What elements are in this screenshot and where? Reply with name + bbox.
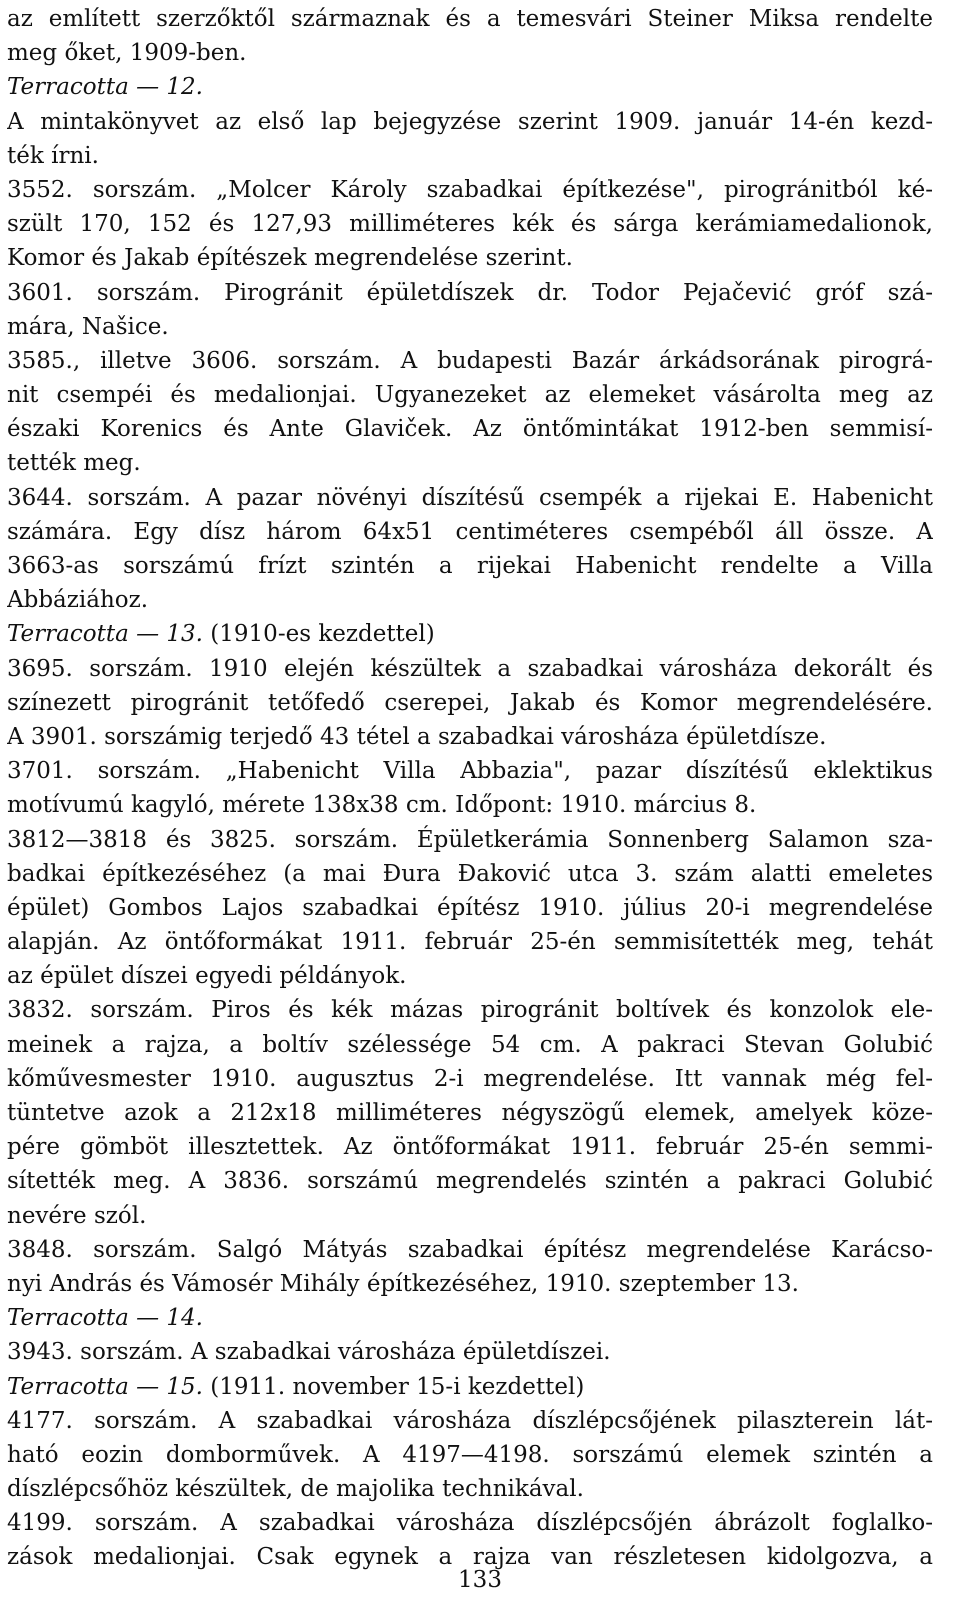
text-line: számára. Egy dísz három 64x51 centiméteres csempéből áll össze. A <box>7 518 933 545</box>
page-number: 133 <box>458 1567 502 1593</box>
text-line <box>7 1370 933 1404</box>
text-line: zások medalionjai. Csak egynek a rajza van részletesen kidolgozva, a <box>7 1544 933 1571</box>
text-line: szült 170, 152 és 127,93 milliméteres kék és sárga kerámiamedalionok, <box>7 211 933 238</box>
text-line: meg őket, 1909-ben. <box>7 40 247 67</box>
document-body <box>7 2 933 1575</box>
text-line: sítették meg. A 3836. sorszámú megrendelés szintén a pakraci Golubić <box>7 1168 933 1195</box>
text-line: északi Korenics és Ante Glaviček. Az öntőmintákat 1912-ben semmisí- <box>7 416 933 443</box>
section-heading: Terracotta — 13. <box>7 621 203 648</box>
text-line: az épület díszei egyedi példányok. <box>7 963 407 990</box>
text-line: 3695. sorszám. 1910 elején készültek a szabadkai városháza dekorált és <box>7 655 933 682</box>
text-line: 4199. sorszám. A szabadkai városháza díszlépcsőjén ábrázolt foglalko- <box>7 1510 933 1537</box>
text-line: Abbáziához. <box>7 587 149 614</box>
text-line: 3601. sorszám. Pirogránit épületdíszek dr. Todor Pejačević gróf szá- <box>7 279 933 306</box>
text-line: 3585., illetve 3606. sorszám. A budapesti Bazár árkádsorának pirográ- <box>7 347 933 374</box>
text-line: pére gömböt illesztettek. Az öntőformákat 1911. február 25-én semmi- <box>7 1134 933 1161</box>
text-line: 3644. sorszám. A pazar növényi díszítésű csempék a rijekai E. Habenicht <box>7 484 933 511</box>
text-line: Komor és Jakab építészek megrendelése szerint. <box>7 245 573 272</box>
text-line: díszlépcsőhöz készültek, de majolika technikával. <box>7 1476 584 1503</box>
section-heading: Terracotta — 15. <box>7 1373 203 1400</box>
text-line: badkai építkezéséhez (a mai Đura Đaković utca 3. szám alatti emeletes <box>7 860 933 887</box>
text-line: tüntetve azok a 212x18 milliméteres négyszögű elemek, amelyek köze- <box>7 1100 933 1126</box>
text-line: A mintakönyvet az első lap bejegyzése szerint 1909. január 14-én kezd- <box>7 108 933 135</box>
text-line: ható eozin domborművek. A 4197—4198. sorszámú elemek szintén a <box>7 1441 933 1468</box>
text-line: kőművesmester 1910. augusztus 2-i megrendelése. Itt vannak még fel- <box>7 1065 933 1092</box>
text-line: nit csempéi és medalionjai. Ugyanezeket az elemeket vásárolta meg az <box>7 382 933 409</box>
text-line: alapján. Az öntőformákat 1911. február 25-én semmisítették meg, tehát <box>7 929 933 956</box>
text-line <box>7 617 933 651</box>
text-line: az említett szerzőktől származnak és a temesvári Steiner Miksa rendelte <box>7 6 933 32</box>
section-heading: Terracotta — 12. <box>7 74 203 101</box>
text-line: nevére szól. <box>7 1202 147 1229</box>
text-line: épület) Gombos Lajos szabadkai építész 1910. július 20-i megrendelése <box>7 894 933 921</box>
text-line: A 3901. sorszámig terjedő 43 tétel a szabadkai városháza épületdísze. <box>7 723 827 750</box>
text-line: tették meg. <box>7 450 141 477</box>
section-heading: Terracotta — 14. <box>7 1305 203 1332</box>
text-line: 3848. sorszám. Salgó Mátyás szabadkai építész megrendelése Karácso- <box>7 1236 933 1263</box>
text-line: 3832. sorszám. Piros és kék mázas pirogránit boltívek és konzolok ele- <box>7 997 933 1024</box>
section-heading-note: (1911. november 15-i kezdettel) <box>203 1373 585 1400</box>
text-line: motívumú kagyló, mérete 138x38 cm. Időpont: 1910. március 8. <box>7 792 757 819</box>
text-line: nyi András és Vámosér Mihály építkezéséhez, 1910. szeptember 13. <box>7 1270 799 1297</box>
text-line: 3663-as sorszámú frízt szintén a rijekai Habenicht rendelte a Villa <box>7 553 933 579</box>
text-line: 3552. sorszám. „Molcer Károly szabadkai építkezése", pirogránitból ké- <box>7 176 933 203</box>
text-line: 3701. sorszám. „Habenicht Villa Abbazia", pazar díszítésű eklektikus <box>7 758 933 785</box>
section-heading-note: (1910-es kezdettel) <box>203 621 435 648</box>
text-line: 3943. sorszám. A szabadkai városháza épületdíszei. <box>7 1339 611 1366</box>
text-line: mára, Našice. <box>7 313 169 340</box>
text-line: 4177. sorszám. A szabadkai városháza díszlépcsőjének pilaszterein lát- <box>7 1407 933 1434</box>
text-line: 3812—3818 és 3825. sorszám. Épületkerámia Sonnenberg Salamon sza- <box>7 826 933 853</box>
text-line: színezett pirogránit tetőfedő cserepei, Jakab és Komor megrendelésére. <box>7 689 933 716</box>
text-line: meinek a rajza, a boltív szélessége 54 cm. A pakraci Stevan Golubić <box>7 1031 933 1058</box>
text-line: ték írni. <box>7 142 99 169</box>
